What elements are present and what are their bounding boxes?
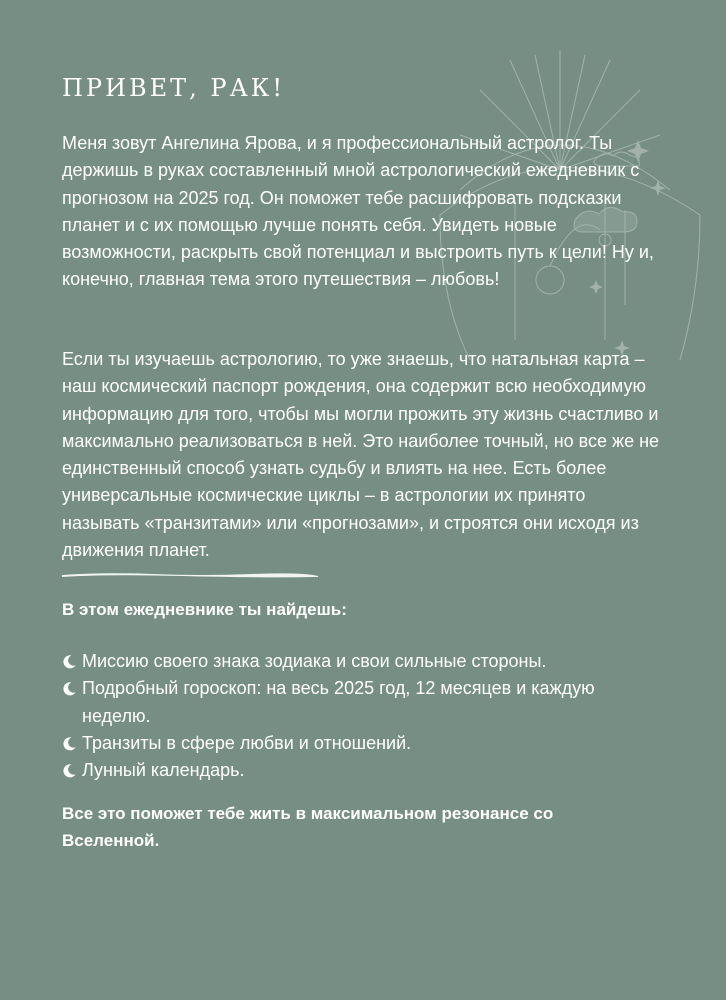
crescent-moon-icon xyxy=(62,763,77,778)
list-item-text: Транзиты в сфере любви и отношений. xyxy=(82,732,412,753)
crescent-moon-icon xyxy=(62,654,77,669)
list-item xyxy=(62,648,662,675)
crescent-moon-icon xyxy=(62,681,77,696)
list-item xyxy=(62,675,662,730)
closing-statement: Все это поможет тебе жить в максимальном резонансе со Вселенной. xyxy=(62,804,554,851)
features-heading: В этом ежедневнике ты найдешь: xyxy=(62,600,347,619)
list-item-text: Подробный гороскоп: на весь 2025 год, 12 месяцев и каждую неделю. xyxy=(82,678,595,726)
astrology-paragraph: Если ты изучаешь астрологию, то уже знаешь, что натальная карта – наш космический паспорт рождения, она содержит всю необходимую информацию для того, чтобы мы могли прожить эту жизнь счастливо и максимально реализоваться в ней. Это наиболее точный, но все же не единственный способ узнать судьбу и влиять на нее. Есть более универсальные космические циклы – в астрологии их принято называть «транзитами» или «прогнозами», и строятся они исходя из движения планет. xyxy=(62,349,660,561)
list-item xyxy=(62,757,662,784)
list-item-text: Миссию своего знака зодиака и свои сильные стороны. xyxy=(82,651,547,671)
list-item xyxy=(62,730,662,757)
list-item-text: Лунный календарь. xyxy=(82,760,245,781)
page-title: ПРИВЕТ, РАК! xyxy=(62,74,285,102)
crescent-moon-icon xyxy=(62,736,77,751)
brush-divider xyxy=(62,571,318,579)
features-list xyxy=(62,648,662,784)
intro-paragraph: Меня зовут Ангелина Ярова, и я профессиональный астролог. Ты держишь в руках составленный мной астрологический ежедневник с прогнозом на 2025 год. Он поможет тебе расшифровать подсказки планет и с их помощью лучше понять себя. Увидеть новые возможности, раскрыть свой потенциал и выстроить путь к цели! Ну и, конечно, главная тема этого путешествия – любовь! xyxy=(62,133,654,290)
